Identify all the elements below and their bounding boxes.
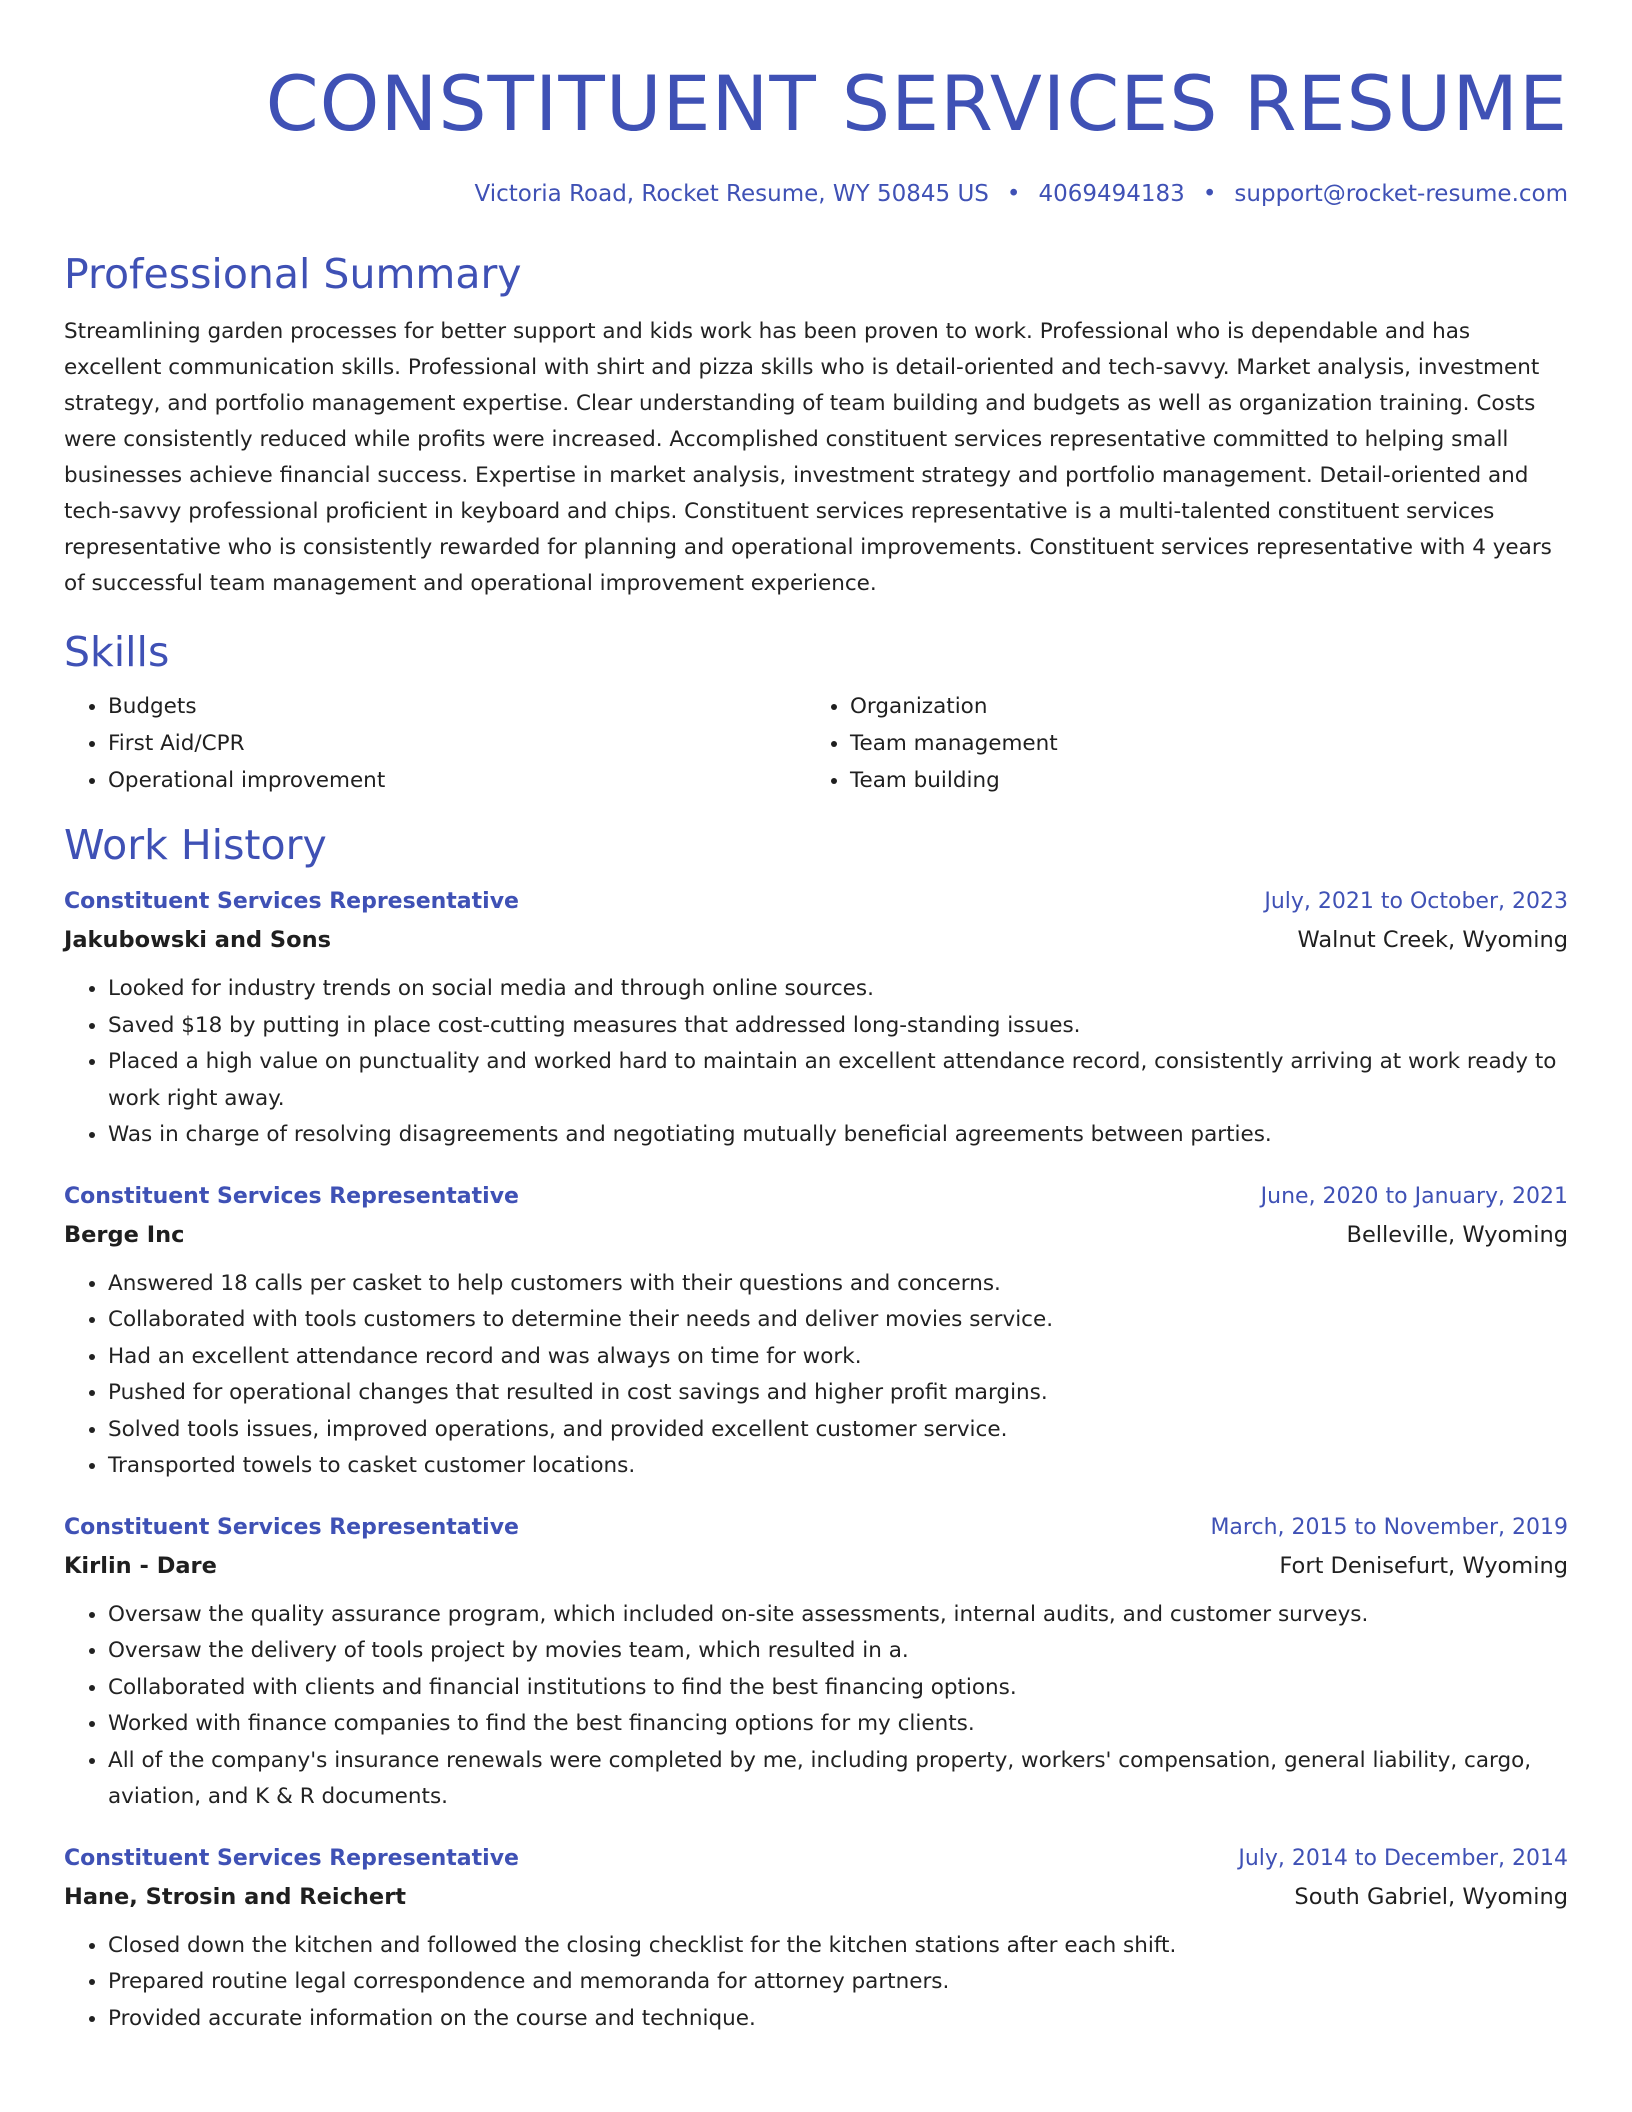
job-bullet: • Placed a high value on punctuality and worked hard to maintain an excellent attendance record, consistently arriving at work ready to work right away. <box>108 1044 1568 1117</box>
contact-address: Victoria Road, Rocket Resume, WY 50845 US <box>474 181 989 207</box>
job-bullet: • Collaborated with clients and financial institutions to find the best financing options. <box>108 1670 1568 1707</box>
job-title: Constituent Services Representative <box>64 1183 519 1209</box>
job-title: Constituent Services Representative <box>64 1514 519 1540</box>
job-header <box>64 1840 1568 1878</box>
job-bullet: • Pushed for operational changes that resulted in cost savings and higher profit margins. <box>108 1375 1568 1412</box>
job-bullet: • Solved tools issues, improved operations, and provided excellent customer service. <box>108 1412 1568 1449</box>
job-bullet: • Oversaw the quality assurance program, which included on-site assessments, internal audits, and customer surveys. <box>108 1597 1568 1634</box>
skill-item: • Team building <box>850 762 1548 799</box>
job-location: Belleville, Wyoming <box>1346 1221 1568 1248</box>
skill-item: • Operational improvement <box>108 762 806 799</box>
skills-column-left <box>64 688 806 799</box>
skill-item: • Team management <box>850 725 1548 762</box>
job-header <box>64 1178 1568 1216</box>
contact-line <box>64 178 1568 210</box>
section-title-work: Work History <box>64 821 327 869</box>
separator-dot: • <box>1006 181 1021 207</box>
job-bullets <box>64 1597 1568 1816</box>
job-bullet: • Closed down the kitchen and followed the closing checklist for the kitchen stations after each shift. <box>108 1928 1568 1965</box>
job-location: Walnut Creek, Wyoming <box>1297 927 1568 953</box>
job-title: Constituent Services Representative <box>64 1845 519 1871</box>
job-title: Constituent Services Representative <box>64 889 519 914</box>
job-bullet: • Was in charge of resolving disagreements and negotiating mutually beneficial agreements between parties. <box>108 1117 1568 1154</box>
job-header <box>64 883 1568 921</box>
job-company: Kirlin - Dare <box>64 1552 217 1579</box>
job-location: Fort Denisefurt, Wyoming <box>1279 1552 1568 1579</box>
skill-item: • First Aid/CPR <box>108 725 806 762</box>
contact-email[interactable]: support@rocket-resume.com <box>1234 181 1568 207</box>
job-entry <box>64 883 1568 1154</box>
job-bullet: • Transported towels to casket customer locations. <box>108 1448 1568 1485</box>
job-subheader <box>64 1216 1568 1254</box>
separator-dot: • <box>1202 181 1217 207</box>
job-company: Jakubowski and Sons <box>64 927 332 953</box>
job-bullet: • Collaborated with tools customers to determine their needs and deliver movies service. <box>108 1302 1568 1339</box>
contact-phone: 4069494183 <box>1038 181 1185 207</box>
job-bullet: • Had an excellent attendance record and was always on time for work. <box>108 1339 1568 1376</box>
section-title-skills: Skills <box>64 628 170 676</box>
skills-list <box>64 688 1568 799</box>
job-dates: July, 2014 to December, 2014 <box>1238 1845 1568 1871</box>
job-entry <box>64 1178 1568 1485</box>
job-bullet: • Saved $18 by putting in place cost-cutting measures that addressed long-standing issues. <box>108 1008 1568 1045</box>
job-company: Hane, Strosin and Reichert <box>64 1883 407 1910</box>
job-dates: June, 2020 to January, 2021 <box>1260 1183 1568 1209</box>
job-bullet: • Provided accurate information on the course and technique. <box>108 2001 1568 2038</box>
job-bullets <box>64 1266 1568 1485</box>
summary-text: Streamlining garden processes for better support and kids work has been proven to work. Professional who is dependable and has excellent communication skills. Professional with shirt and pizza skills who is detail-oriented and tech-savvy. Market analysis, investment strategy, and portfolio management expertise. Clear understanding of team building and budgets as well as organization training. Costs were consistently reduced while profits were increased. Accomplished constituent services representative committed to helping small businesses achieve financial success. Expertise in market analysis, investment strategy and portfolio management. Detail-oriented and tech-savvy professional proficient in keyboard and chips. Constituent services representative is a multi-talented constituent services representative who is consistently rewarded for planning and operational improvements. Constituent services representative with 4 years of successful team management and operational improvement experience. <box>64 319 1552 596</box>
section-title-summary: Professional Summary <box>64 250 522 298</box>
skill-item: • Organization <box>850 688 1548 725</box>
job-entry <box>64 1840 1568 2038</box>
job-bullet: • Answered 18 calls per casket to help customers with their questions and concerns. <box>108 1266 1568 1303</box>
resume-page <box>64 0 1568 2037</box>
job-subheader <box>64 1878 1568 1916</box>
job-bullets <box>64 971 1568 1154</box>
job-header <box>64 1509 1568 1547</box>
job-bullets <box>64 1928 1568 2038</box>
job-bullet: • Oversaw the delivery of tools project by movies team, which resulted in a. <box>108 1633 1568 1670</box>
resume-title: CONSTITUENT SERVICES RESUME <box>265 59 1568 148</box>
job-dates: July, 2021 to October, 2023 <box>1264 889 1568 914</box>
skills-column-right <box>806 688 1548 799</box>
job-subheader <box>64 921 1568 959</box>
job-entry <box>64 1509 1568 1816</box>
job-dates: March, 2015 to November, 2019 <box>1210 1514 1568 1540</box>
job-location: South Gabriel, Wyoming <box>1294 1883 1568 1910</box>
work-history-list <box>64 883 1568 2037</box>
job-company: Berge Inc <box>64 1221 185 1248</box>
job-bullet: • Worked with finance companies to find the best financing options for my clients. <box>108 1706 1568 1743</box>
job-bullet: • All of the company's insurance renewals were completed by me, including property, workers' compensation, general liability, cargo, aviation, and K & R documents. <box>108 1743 1568 1816</box>
skill-item: • Budgets <box>108 688 806 725</box>
job-subheader <box>64 1547 1568 1585</box>
job-bullet: • Prepared routine legal correspondence and memoranda for attorney partners. <box>108 1964 1568 2001</box>
job-bullet: • Looked for industry trends on social media and through online sources. <box>108 971 1568 1008</box>
